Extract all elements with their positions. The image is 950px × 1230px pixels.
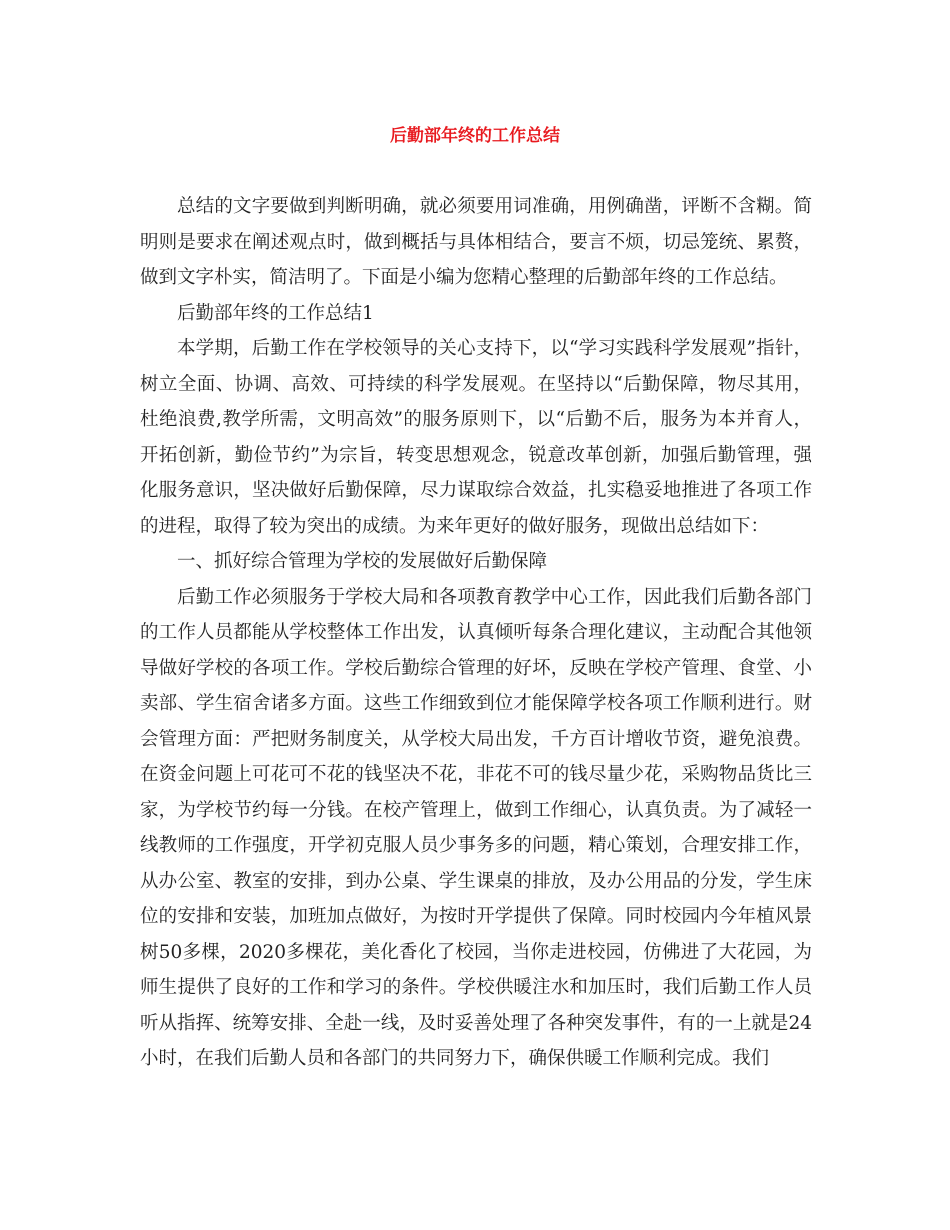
body-paragraph-2: 后勤工作必须服务于学校大局和各项教育教学中心工作，因此我们后勤各部门的工作人员都能从学校整体工作出发，认真倾听每条合理化建议，主动配合其他领导做好学校的各项工作。学校后勤综合管理的好坏，反映在学校产管理、食堂、小卖部、学生宿舍诸多方面。这些工作细致到位才能保障学校各项工作顺利进行。财会管理方面：严把财务制度关，从学校大局出发，千方百计增收节资，避免浪费。在资金问题上可花可不花的钱坚决不花，非花不可的钱尽量少花，采购物品货比三家，为学校节约每一分钱。在校产管理上，做到工作细心，认真负责。为了减轻一线教师的工作强度，开学初克服人员少事务多的问题，精心策划，合理安排工作，从办公室、教室的安排，到办公桌、学生课桌的排放，及办公用品的分发，学生床位的安排和安装，加班加点做好，为按时开学提供了保障。同时校园内今年植风景树50多棵，2020多棵花，美化香化了校园，当你走进校园，仿佛进了大花园，为师生提供了良好的工作和学习的条件。学校供暖注水和加压时，我们后勤工作人员听从指挥、统筹安排、全赴一线，及时妥善处理了各种突发事件，有的一上就是24小时，在我们后勤人员和各部门的共同努力下，确保供暖工作顺利完成。我们 — [140, 586, 812, 1069]
section-subtitle: 后勤部年终的工作总结1 — [177, 302, 374, 324]
document-body — [140, 189, 812, 1077]
intro-paragraph: 总结的文字要做到判断明确，就必须要用词准确，用例确凿，评断不含糊。简明则是要求在阐述观点时，做到概括与具体相结合，要言不烦，切忌笼统、累赘，做到文字朴实，简洁明了。下面是小编为您精心整理的后勤部年终的工作总结。 — [140, 196, 812, 288]
document-title: 后勤部年终的工作总结 — [390, 126, 560, 146]
body-paragraph-1: 本学期，后勤工作在学校领导的关心支持下，以“学习实践科学发展观”指针，树立全面、协调、高效、可持续的科学发展观。在坚持以“后勤保障，物尽其用，杜绝浪费,教学所需，文明高效”的服务原则下，以“后勤不后，服务为本并育人，开拓创新，勤俭节约”为宗旨，转变思想观念，锐意改革创新，加强后勤管理，强化服务意识，坚决做好后勤保障，尽力谋取综合效益，扎实稳妥地推进了各项工作的进程，取得了较为突出的成绩。为来年更好的做好服务，现做出总结如下： — [140, 338, 812, 537]
section-heading-1: 一、抓好综合管理为学校的发展做好后勤保障 — [177, 551, 548, 572]
